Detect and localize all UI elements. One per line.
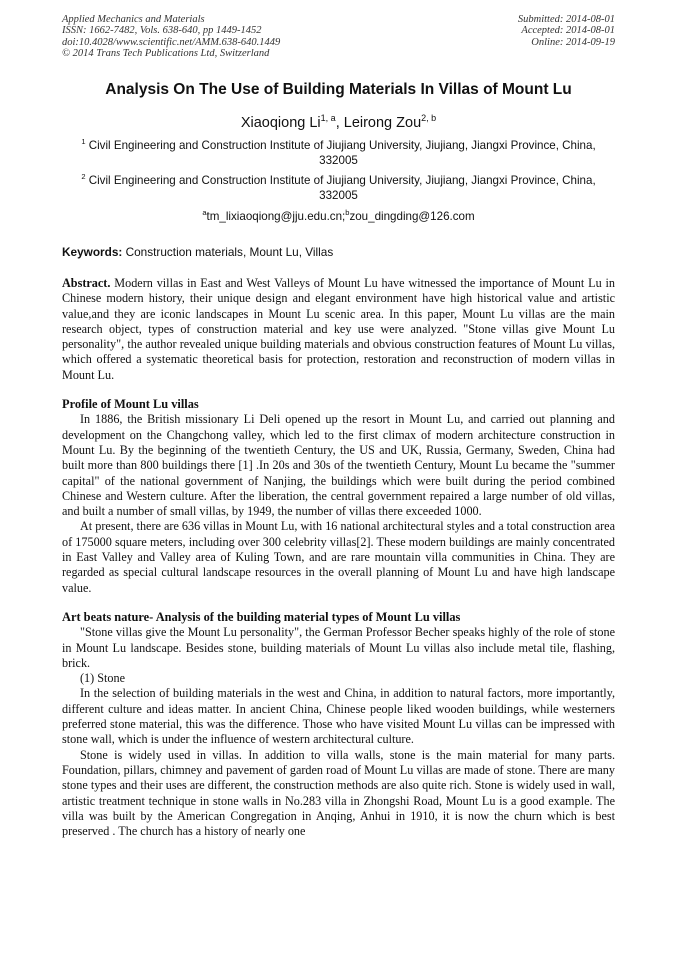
abstract-label: Abstract. [62, 276, 111, 290]
paper-body [62, 276, 615, 839]
journal-header [62, 14, 280, 59]
copyright-line: © 2014 Trans Tech Publications Ltd, Switzerland [62, 47, 270, 59]
affiliation-number: 2 [81, 172, 86, 181]
abstract [62, 276, 615, 383]
author-superscript: 2, b [421, 113, 437, 123]
author-name: Xiaoqiong Li [240, 115, 321, 131]
paragraph: Stone is widely used in villas. In addition to villa walls, stone is the main material for many parts. Foundation, pillars, chimney and pavement of garden road of Mount Lu villas are made of stone. There are many stone types and their uses are different, the construction methods are also quite rich. Stone is widely used in wall, artistic treatment technique in stone walls in No.283 villa in Zhongshi Road, Mount Lu is a good example. The villa was built by the American Congregation in Anqing, Anhui in 1910, it is now the churn which is best preserved . The church has a history of nearly one [62, 747, 615, 839]
author-name: Leirong Zou [343, 115, 422, 131]
keywords-label: Keywords: [62, 245, 123, 259]
author-line [62, 113, 615, 133]
affiliation-1 [62, 138, 615, 168]
keywords [62, 245, 615, 260]
submitted-date: Submitted: 2014-08-01 [517, 14, 615, 25]
affiliation-text: Civil Engineering and Construction Institute of Jiujiang University, Jiujiang, Jiangxi Province, China, 332005 [88, 174, 596, 202]
keywords-text: Construction materials, Mount Lu, Villas [122, 245, 334, 259]
paragraph: In the selection of building materials in the west and China, in addition to natural factors, more importantly, different culture and ideas matter. In ancient China, Chinese people liked wooden buildings, while westerners preferred stone material, this was the difference. Those who have visited Mount Lu villas can be impressed with stone wall, which is under the influence of western architectural culture. [62, 686, 615, 747]
author-separator: , [335, 115, 344, 131]
email-superscript: a [202, 208, 207, 217]
paper-title: Analysis On The Use of Building Materials In Villas of Mount Lu [105, 81, 572, 98]
dates-header [518, 14, 615, 48]
section-heading: Art beats nature- Analysis of the building material types of Mount Lu villas [62, 609, 461, 624]
email-link[interactable]: zou_dingding@126.com [349, 210, 475, 223]
section-heading: Profile of Mount Lu villas [62, 397, 199, 412]
affiliation-text: Civil Engineering and Construction Institute of Jiujiang University, Jiujiang, Jiangxi Province, China, 332005 [88, 139, 596, 167]
accepted-date: Accepted: 2014-08-01 [521, 25, 615, 37]
paragraph: At present, there are 636 villas in Mount Lu, with 16 national architectural styles and a total construction area of 175000 square meters, including over 300 celebrity villas[2]. These modern buildings are mainly concentrated in East Valley and Valley area of Kuling Town, and are rare mountain villa communities in China. They are regarded as special cultural landscape resources in the overall planning of Mount Lu and have high landscape value. [62, 519, 615, 595]
abstract-text: Modern villas in East and West Valleys of Mount Lu have witnessed the importance of Mount Lu in Chinese modern history, their unique design and elegant environment have high historical value and artistic value,and they are iconic landscapes in Mount Lu scenic area. In this paper, Mount Lu villas are the main research object, types of construction material and key use were analyzed. "Stone villas give Mount Lu personality", the author revealed unique building materials and obvious construction features of Mount Lu villas, which offered a systematic theoretical basis for protection, restoration and reconstruction of modern villas in Mount Lu. [62, 276, 615, 382]
paragraph: "Stone villas give the Mount Lu personality", the German Professor Becher speaks highly of the role of stone in Mount Lu landscape. Besides stone, building materials of Mount Lu villas also include metal tile, flashing, brick. [62, 625, 615, 670]
online-date: Online: 2014-09-19 [531, 36, 615, 48]
journal-name: Applied Mechanics and Materials [62, 14, 205, 25]
affiliation-2 [62, 173, 615, 203]
email-superscript: b [345, 208, 350, 217]
doi-line: doi:10.4028/www.scientific.net/AMM.638-640.1449 [62, 36, 281, 48]
subheading: (1) Stone [80, 671, 126, 686]
author-superscript: 1, a [320, 113, 336, 123]
issn-line: ISSN: 1662-7482, Vols. 638-640, pp 1449-1452 [62, 25, 262, 37]
paragraph: In 1886, the British missionary Li Deli opened up the resort in Mount Lu, and carried out planning and development on the Changchong valley, which led to the first climax of modern architecture construction in Mount Lu. By the beginning of the twentieth Century, the US and UK, Russia, Germany, Sweden, China had built more than 800 buildings there [1] .In 20s and 30s of the twentieth Century, Mount Lu became the "summer capital" of the national government of Nanjing, the buildings which were built during the period combined Chinese and Western culture. After the liberation, the central government repaired a large number of old villas, and built a number of small villas, by 1949, the number of villas there exceeded 1000. [62, 412, 615, 519]
email-line [62, 209, 615, 224]
email-link[interactable]: tm_lixiaoqiong@jju.edu.cn; [206, 210, 346, 223]
affiliation-number: 1 [81, 137, 86, 146]
